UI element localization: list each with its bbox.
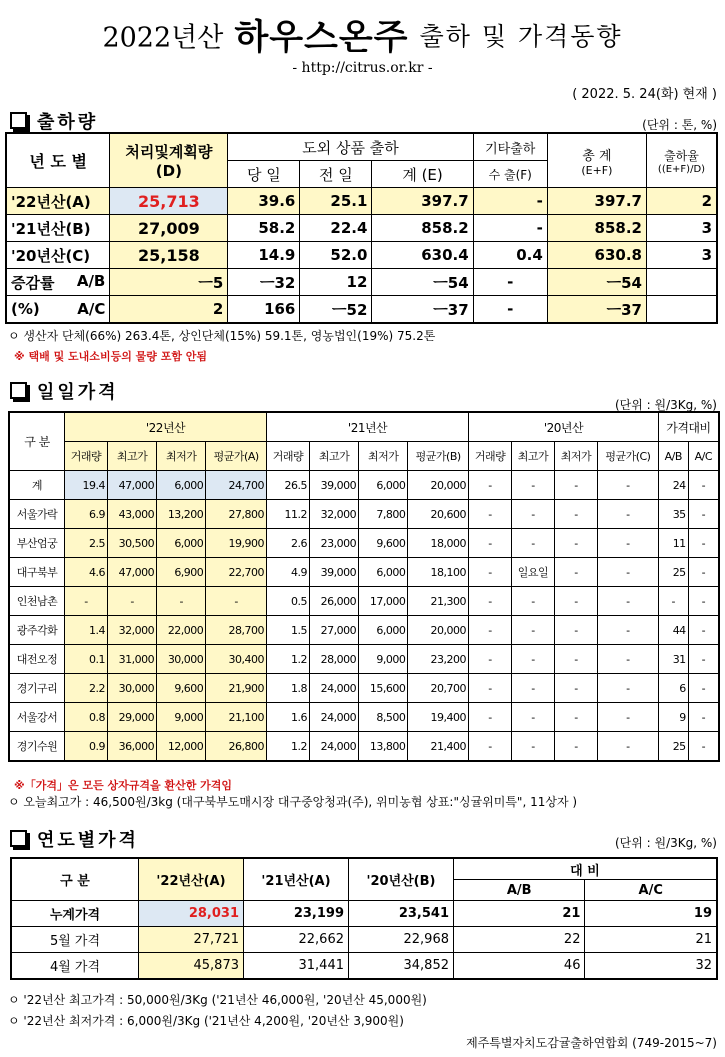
price-cell: 7,800 (359, 500, 408, 529)
price-cell: - (597, 645, 658, 674)
price-cell: 2.5 (65, 529, 108, 558)
prev-change: ㅡ52 (300, 296, 372, 324)
price-cell: 0.9 (65, 732, 108, 762)
value-ac: 32 (585, 953, 717, 980)
price-cell: - (688, 587, 719, 616)
shipment-note: ㅇ 생산자 단체(66%) 263.4톤, 상인단체(15%) 59.1톤, 영농법인(19%) 75.2톤 (8, 329, 436, 343)
price-cell: 6.9 (65, 500, 108, 529)
title-product: 하우스온주 (234, 18, 409, 58)
price-cell: - (688, 558, 719, 587)
price-cell: 6,000 (359, 558, 408, 587)
total-value: 858.2 (547, 215, 646, 242)
shipment-row-22 (6, 188, 717, 215)
total-change: ㅡ37 (547, 296, 646, 324)
price-cell: 9,600 (157, 674, 206, 703)
hdr-total: 총 계 (E+F) (547, 133, 646, 188)
price-cell: - (554, 587, 597, 616)
yearly-row-cumulative (11, 901, 717, 927)
hdr-group: 구 분 (9, 412, 65, 471)
value-ab: 46 (454, 953, 585, 980)
price-cell: 19,900 (206, 529, 267, 558)
price-cell: 일요일 (512, 558, 555, 587)
price-cell: 11 (658, 529, 688, 558)
ratio-change (646, 296, 717, 324)
price-cell: 6,000 (157, 471, 206, 500)
price-cell: 1.2 (267, 732, 310, 762)
price-cell: - (469, 703, 512, 732)
hdr-year: 년 도 별 (6, 133, 110, 188)
subhdr-cell: 최저가 (157, 442, 206, 471)
price-cell: 0.1 (65, 645, 108, 674)
price-cell: 20,000 (408, 471, 469, 500)
daily-price-table (8, 411, 720, 762)
price-cell: 26.5 (267, 471, 310, 500)
yearly-unit: (단위 : 원/3Kg, %) (614, 836, 717, 850)
price-cell: 20,000 (408, 616, 469, 645)
price-cell: - (554, 558, 597, 587)
export-value: - (473, 188, 547, 215)
ratio-value: 3 (646, 242, 717, 269)
hdr-other: 기타출하 (473, 133, 547, 161)
section-daily-title: 일일가격 (10, 378, 119, 404)
subhdr-cell: 최저가 (554, 442, 597, 471)
price-cell: - (688, 703, 719, 732)
price-cell: - (597, 500, 658, 529)
price-cell: 47,000 (107, 471, 156, 500)
price-cell: - (554, 645, 597, 674)
price-cell: 1.8 (267, 674, 310, 703)
price-cell: - (469, 732, 512, 762)
price-cell: - (469, 471, 512, 500)
price-cell: - (597, 587, 658, 616)
yearly-min-note: ㅇ '22년산 최저가격 : 6,000원/3Kg ('21년산 4,200원, '20년산 3,900원) (8, 1014, 404, 1028)
price-cell: 15,600 (359, 674, 408, 703)
change-row-ac (6, 296, 717, 324)
title-subtitle: 출하 및 가격동향 (419, 22, 623, 51)
price-cell: - (65, 587, 108, 616)
price-cell: 19,400 (408, 703, 469, 732)
price-cell: - (512, 587, 555, 616)
ratio-value: 3 (646, 215, 717, 242)
price-cell: 2.6 (267, 529, 310, 558)
change-label: 증감률 A/B (6, 269, 110, 296)
price-cell: - (554, 703, 597, 732)
prev-change: 12 (300, 269, 372, 296)
price-cell: 23,200 (408, 645, 469, 674)
price-cell: 47,000 (107, 558, 156, 587)
export-value: 0.4 (473, 242, 547, 269)
price-cell: 13,200 (157, 500, 206, 529)
price-cell: - (688, 732, 719, 762)
price-cell: - (512, 732, 555, 762)
price-cell: 32,000 (309, 500, 358, 529)
price-cell: 13,800 (359, 732, 408, 762)
price-cell: 24,700 (206, 471, 267, 500)
price-cell: - (469, 616, 512, 645)
value-21: 22,662 (244, 927, 349, 953)
value-22: 27,721 (139, 927, 244, 953)
price-cell: 21,100 (206, 703, 267, 732)
price-cell: 0.8 (65, 703, 108, 732)
row-label: 누계가격 (11, 901, 139, 927)
hdr-compare: 가격대비 (658, 412, 719, 442)
hdr-today: 당 일 (228, 161, 300, 188)
price-cell: - (688, 529, 719, 558)
price-cell: 36,000 (107, 732, 156, 762)
price-cell: - (512, 645, 555, 674)
price-cell: - (554, 674, 597, 703)
section-shipment-title: 출하량 (10, 108, 98, 134)
value-ab: 21 (454, 901, 585, 927)
price-cell: 22,700 (206, 558, 267, 587)
yearly-row-april (11, 953, 717, 980)
market-row (9, 587, 719, 616)
market-name: 부산엄궁 (9, 529, 65, 558)
plan-value: 25,713 (110, 188, 228, 215)
price-cell: - (469, 500, 512, 529)
subhdr-cell: 최고가 (107, 442, 156, 471)
price-cell: 31,000 (107, 645, 156, 674)
price-cell: 17,000 (359, 587, 408, 616)
sum-value: 630.4 (372, 242, 473, 269)
price-cell: - (688, 674, 719, 703)
market-name: 대구북부 (9, 558, 65, 587)
price-cell: - (512, 703, 555, 732)
price-cell: 1.6 (267, 703, 310, 732)
hdr-group: 구 분 (11, 858, 139, 901)
hdr-compare: 대 비 (454, 858, 718, 880)
subhdr-cell: 거래량 (267, 442, 310, 471)
price-cell: - (512, 529, 555, 558)
price-cell: - (157, 587, 206, 616)
shipment-table (5, 132, 718, 324)
export-value: - (473, 215, 547, 242)
row-label: 4월 가격 (11, 953, 139, 980)
hdr-ac: A/C (585, 880, 717, 901)
subhdr-cell: 거래량 (65, 442, 108, 471)
price-cell: 29,000 (107, 703, 156, 732)
total-value: 397.7 (547, 188, 646, 215)
sum-change: ㅡ54 (372, 269, 473, 296)
market-row (9, 471, 719, 500)
price-cell: - (206, 587, 267, 616)
price-cell: 11.2 (267, 500, 310, 529)
checkbox-icon (10, 112, 27, 129)
price-cell: 1.4 (65, 616, 108, 645)
export-change: - (473, 269, 547, 296)
change-row-ab (6, 269, 717, 296)
hdr-domestic: 도외 상품 출하 (228, 133, 473, 161)
price-cell: 24 (658, 471, 688, 500)
price-cell: 35 (658, 500, 688, 529)
subhdr-cell: 평균가(B) (408, 442, 469, 471)
export-change: - (473, 296, 547, 324)
subhdr-cell: 최저가 (359, 442, 408, 471)
hdr-year-21: '21년산 (267, 412, 469, 442)
yearly-price-table (10, 857, 718, 980)
price-cell: 20,700 (408, 674, 469, 703)
price-cell: 21,900 (206, 674, 267, 703)
price-cell: 25 (658, 558, 688, 587)
today-value: 14.9 (228, 242, 300, 269)
price-cell: - (512, 471, 555, 500)
market-row (9, 558, 719, 587)
market-name: 경기구리 (9, 674, 65, 703)
price-cell: 25 (658, 732, 688, 762)
price-cell: - (597, 558, 658, 587)
shipment-row-21 (6, 215, 717, 242)
price-cell: 44 (658, 616, 688, 645)
price-cell: 18,000 (408, 529, 469, 558)
price-cell: 32,000 (107, 616, 156, 645)
hdr-plan: 처리및계획량 (D) (110, 133, 228, 188)
price-cell: - (469, 529, 512, 558)
value-22: 45,873 (139, 953, 244, 980)
price-cell: 31 (658, 645, 688, 674)
price-cell: 39,000 (309, 558, 358, 587)
today-value: 39.6 (228, 188, 300, 215)
today-change: 166 (228, 296, 300, 324)
price-cell: 28,700 (206, 616, 267, 645)
price-cell: 30,400 (206, 645, 267, 674)
value-ab: 22 (454, 927, 585, 953)
market-row (9, 732, 719, 762)
price-cell: - (469, 674, 512, 703)
prev-value: 52.0 (300, 242, 372, 269)
price-cell: 30,000 (107, 674, 156, 703)
price-cell: - (554, 471, 597, 500)
plan-change: 2 (110, 296, 228, 324)
value-20: 22,968 (349, 927, 454, 953)
price-cell: - (469, 558, 512, 587)
price-cell: 6,000 (157, 529, 206, 558)
price-cell: 18,100 (408, 558, 469, 587)
row-label: '21년산(B) (6, 215, 110, 242)
plan-value: 27,009 (110, 215, 228, 242)
sum-value: 397.7 (372, 188, 473, 215)
price-cell: 9,000 (359, 645, 408, 674)
shipment-unit: (단위 : 톤, %) (642, 118, 717, 132)
price-cell: 26,000 (309, 587, 358, 616)
price-cell: 1.2 (267, 645, 310, 674)
price-cell: - (554, 732, 597, 762)
hdr-ratio: 출하율 ((E+F)/D) (646, 133, 717, 188)
prev-value: 25.1 (300, 188, 372, 215)
market-name: 서울강서 (9, 703, 65, 732)
page-title (0, 10, 725, 60)
price-cell: - (512, 616, 555, 645)
price-cell: 21,400 (408, 732, 469, 762)
market-name: 서울가락 (9, 500, 65, 529)
price-cell: 30,000 (157, 645, 206, 674)
price-cell: 39,000 (309, 471, 358, 500)
subhdr-cell: A/B (658, 442, 688, 471)
price-cell: - (688, 616, 719, 645)
price-cell: 9,600 (359, 529, 408, 558)
row-label: 5월 가격 (11, 927, 139, 953)
market-name: 인천남촌 (9, 587, 65, 616)
hdr-21: '21년산(A) (244, 858, 349, 901)
hdr-export: 수 출(F) (473, 161, 547, 188)
plan-change: ㅡ5 (110, 269, 228, 296)
price-cell: 30,500 (107, 529, 156, 558)
price-cell: 1.5 (267, 616, 310, 645)
market-row (9, 703, 719, 732)
price-cell: - (512, 674, 555, 703)
daily-note: ※「가격」은 모든 상자규격을 환산한 가격임 (14, 779, 233, 792)
shipment-row-20 (6, 242, 717, 269)
price-cell: - (597, 616, 658, 645)
hdr-year-20: '20년산 (469, 412, 659, 442)
price-cell: - (688, 645, 719, 674)
price-cell: 28,000 (309, 645, 358, 674)
section-yearly-title: 연도별가격 (10, 826, 139, 852)
market-row (9, 645, 719, 674)
yearly-max-note: ㅇ '22년산 최고가격 : 50,000원/3Kg ('21년산 46,000원, '20년산 45,000원) (8, 993, 427, 1007)
market-name: 광주각화 (9, 616, 65, 645)
price-cell: 26,800 (206, 732, 267, 762)
value-21: 23,199 (244, 901, 349, 927)
price-cell: 4.6 (65, 558, 108, 587)
sum-value: 858.2 (372, 215, 473, 242)
price-cell: 20,600 (408, 500, 469, 529)
hdr-prev: 전 일 (300, 161, 372, 188)
price-cell: - (469, 645, 512, 674)
value-21: 31,441 (244, 953, 349, 980)
price-cell: 19.4 (65, 471, 108, 500)
price-cell: 24,000 (309, 674, 358, 703)
hdr-22: '22년산(A) (139, 858, 244, 901)
price-cell: 9,000 (157, 703, 206, 732)
daily-top-price-note: ㅇ 오늘최고가 : 46,500원/3kg (대구북부도매시장 대구중앙청과(주), 위미농협 상표:"싱귤위미특", 11상자 ) (8, 795, 578, 809)
price-cell: 6,000 (359, 616, 408, 645)
price-cell: - (554, 529, 597, 558)
hdr-20: '20년산(B) (349, 858, 454, 901)
today-value: 58.2 (228, 215, 300, 242)
market-row (9, 674, 719, 703)
row-label: '20년산(C) (6, 242, 110, 269)
ratio-change (646, 269, 717, 296)
subhdr-cell: 최고가 (309, 442, 358, 471)
hdr-year-22: '22년산 (65, 412, 267, 442)
price-cell: - (512, 500, 555, 529)
hdr-sum: 계 (E) (372, 161, 473, 188)
price-cell: 6,000 (359, 471, 408, 500)
price-cell: 27,000 (309, 616, 358, 645)
title-year: 2022년산 (102, 22, 224, 54)
price-cell: - (554, 616, 597, 645)
subhdr-cell: A/C (688, 442, 719, 471)
value-22: 28,031 (139, 901, 244, 927)
price-cell: - (469, 587, 512, 616)
report-date: ( 2022. 5. 24(화) 현재 ) (572, 87, 717, 102)
hdr-ab: A/B (454, 880, 585, 901)
subhdr-cell: 평균가(C) (597, 442, 658, 471)
price-cell: - (554, 500, 597, 529)
shipment-warning: ※ 택배 및 도내소비등의 물량 포함 안됨 (14, 350, 208, 363)
price-cell: - (597, 471, 658, 500)
market-row (9, 500, 719, 529)
source-url: - http://citrus.or.kr - (292, 60, 433, 76)
price-cell: - (597, 732, 658, 762)
ratio-value: 2 (646, 188, 717, 215)
price-cell: 22,000 (157, 616, 206, 645)
change-label: (%) A/C (6, 296, 110, 324)
subhdr-cell: 거래량 (469, 442, 512, 471)
price-cell: 21,300 (408, 587, 469, 616)
value-ac: 21 (585, 927, 717, 953)
price-cell: - (107, 587, 156, 616)
price-cell: - (688, 500, 719, 529)
today-change: ㅡ32 (228, 269, 300, 296)
market-row (9, 616, 719, 645)
price-cell: 27,800 (206, 500, 267, 529)
price-cell: 9 (658, 703, 688, 732)
price-cell: 23,000 (309, 529, 358, 558)
value-ac: 19 (585, 901, 717, 927)
row-label: '22년산(A) (6, 188, 110, 215)
price-cell: 4.9 (267, 558, 310, 587)
plan-value: 25,158 (110, 242, 228, 269)
value-20: 34,852 (349, 953, 454, 980)
subhdr-cell: 최고가 (512, 442, 555, 471)
footer-org: 제주특별자치도감귤출하연합회 (749-2015~7) (466, 1036, 717, 1050)
market-name: 계 (9, 471, 65, 500)
price-cell: 43,000 (107, 500, 156, 529)
prev-value: 22.4 (300, 215, 372, 242)
market-row (9, 529, 719, 558)
price-cell: 8,500 (359, 703, 408, 732)
price-cell: 2.2 (65, 674, 108, 703)
sum-change: ㅡ37 (372, 296, 473, 324)
total-change: ㅡ54 (547, 269, 646, 296)
price-cell: 0.5 (267, 587, 310, 616)
price-cell: 6 (658, 674, 688, 703)
checkbox-icon (10, 830, 27, 847)
price-cell: - (597, 529, 658, 558)
total-value: 630.8 (547, 242, 646, 269)
market-name: 대전오정 (9, 645, 65, 674)
price-cell: 24,000 (309, 732, 358, 762)
price-cell: 6,900 (157, 558, 206, 587)
daily-unit: (단위 : 원/3Kg, %) (614, 398, 717, 412)
price-cell: 24,000 (309, 703, 358, 732)
price-cell: - (688, 471, 719, 500)
yearly-row-may (11, 927, 717, 953)
price-cell: - (597, 674, 658, 703)
market-name: 경기수원 (9, 732, 65, 762)
price-cell: - (658, 587, 688, 616)
price-cell: 12,000 (157, 732, 206, 762)
value-20: 23,541 (349, 901, 454, 927)
price-cell: - (597, 703, 658, 732)
checkbox-icon (10, 382, 27, 399)
subhdr-cell: 평균가(A) (206, 442, 267, 471)
